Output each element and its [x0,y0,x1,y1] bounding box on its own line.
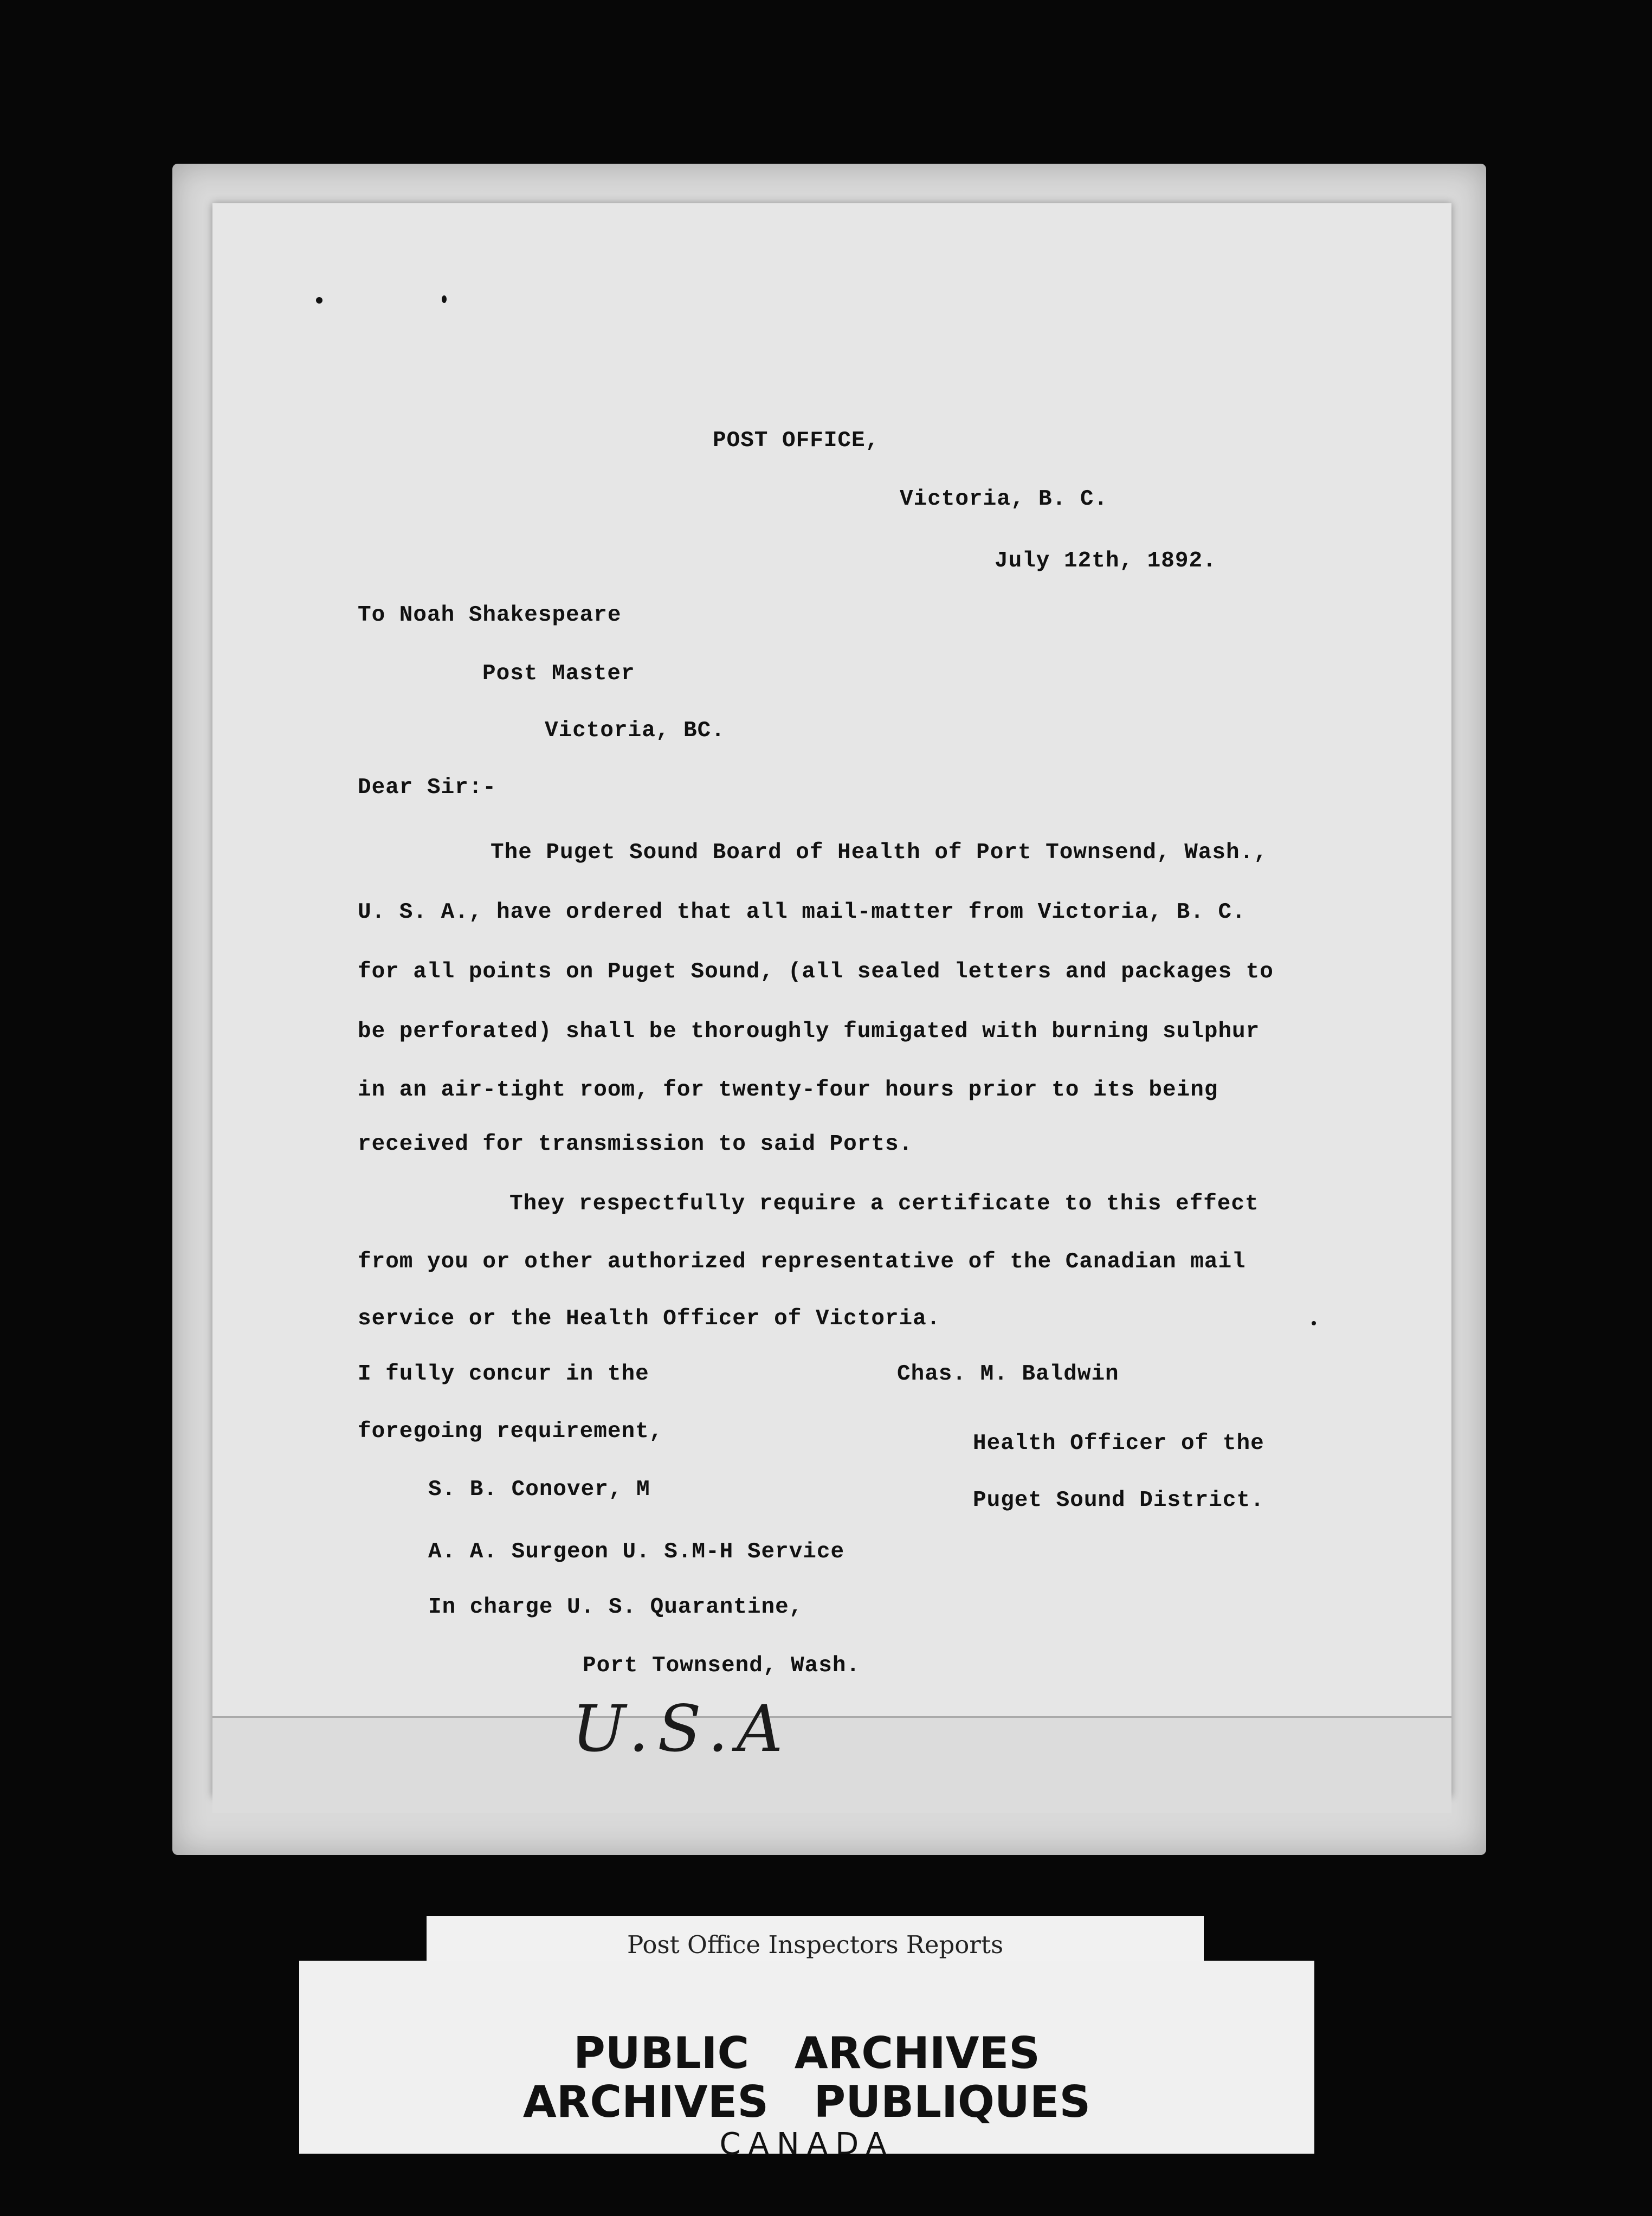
stamp-line-french: ARCHIVES PUBLIQUES [522,2077,1091,2127]
signer-left-office: In charge U. S. Quarantine, [428,1595,803,1620]
concurrence-line: I fully concur in the [358,1362,649,1387]
addressee-place: Victoria, BC. [545,718,725,743]
concurrence-line: foregoing requirement, [358,1419,663,1444]
body-line: The Puget Sound Board of Health of Port Townsend, Wash., [491,840,1268,865]
letter-date: July 12th, 1892. [995,549,1217,574]
addressee-name: To Noah Shakespeare [358,603,622,628]
addressee-title: Post Master [482,661,635,686]
signer-right-name: Chas. M. Baldwin [897,1362,1119,1387]
letter-place: Victoria, B. C. [900,487,1108,512]
handwritten-note: U.S.A [572,1691,792,1766]
body-line: from you or other authorized representative of the Canadian mail [358,1249,1246,1274]
signer-right-district: Puget Sound District. [973,1488,1264,1513]
ink-speck [1312,1321,1316,1325]
signer-right-title: Health Officer of the [973,1431,1264,1456]
body-line: for all points on Puget Sound, (all sealed letters and packages to [358,959,1274,984]
body-line: They respectfully require a certificate to this effect [509,1191,1259,1216]
letter-page-bottom-strip [212,1716,1451,1813]
archive-label-line: Post Office Inspectors Reports [627,1930,1004,1959]
body-line: U. S. A., have ordered that all mail-matter from Victoria, B. C. [358,900,1246,925]
body-line: be perforated) shall be thoroughly fumigated with burning sulphur [358,1019,1260,1044]
signer-left-name: S. B. Conover, M [428,1477,650,1502]
ink-speck [442,295,447,303]
salutation: Dear Sir:- [358,775,497,800]
stamp-line-country: CANADA [719,2127,894,2162]
stamp-line-english: PUBLIC ARCHIVES [573,2028,1040,2078]
signer-left-title: A. A. Surgeon U. S.M-H Service [428,1539,845,1564]
signer-left-place: Port Townsend, Wash. [583,1653,861,1678]
ink-speck [316,297,322,304]
letter-heading: POST OFFICE, [713,428,880,453]
body-line: service or the Health Officer of Victoria. [358,1306,941,1331]
body-line: received for transmission to said Ports. [358,1132,913,1157]
body-line: in an air-tight room, for twenty-four hours prior to its being [358,1078,1218,1103]
